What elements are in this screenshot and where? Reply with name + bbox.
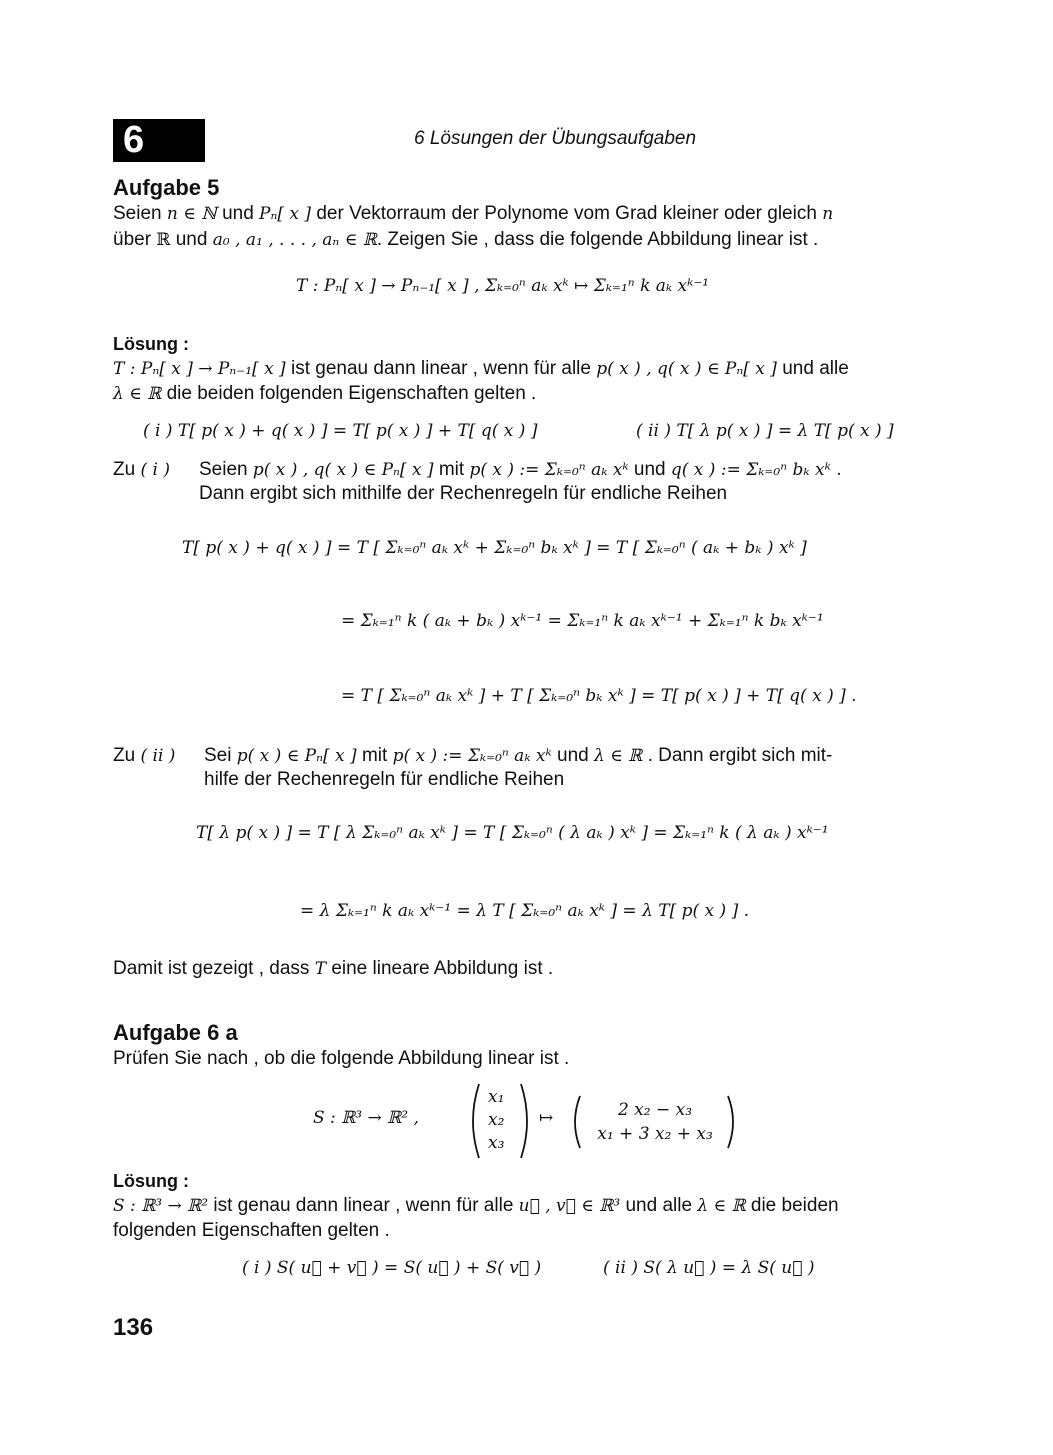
text: . Zeigen Sie , dass die folgende Abbildung linear ist . [376,229,819,250]
math-Pn: Pₙ[ x ] [259,204,312,224]
text: und [222,203,254,224]
text: und alle [782,358,849,379]
task5-sol-line1 [113,357,849,381]
vector-in-x2: x₂ [488,1110,505,1130]
vector-out-row2: x₁ + 3 x₂ + x₃ [597,1124,713,1144]
chapter-number-box [113,119,205,162]
zu-ii-line1 [204,744,832,768]
text: über [113,229,152,250]
text: Zu [113,459,136,480]
text: Seien [113,203,162,224]
task6a-map-left: S : ℝ³ → ℝ² , [313,1108,419,1128]
vector-in-x1: x₁ [488,1087,505,1107]
running-title: 6 Lösungen der Übungsaufgaben [414,128,697,149]
task6a-heading: Aufgabe 6 a [113,1020,238,1045]
zu-i-line1 [199,458,842,482]
text: . Dann ergibt sich mit- [647,745,833,766]
task6a-vector-in [488,1086,504,1155]
text: der Vektorraum der Polynome vom Grad kleiner oder gleich [316,203,817,224]
math-n: n [822,204,834,224]
task5-line1 [113,202,833,226]
zu-ii-line2: hilfe der Rechenregeln für endliche Reihen [204,769,565,790]
math: p( x ) , q( x ) ∈ Pₙ[ x ] [252,460,434,480]
zu-i-line2: Dann ergibt sich mithilfe der Rechenregeln für endliche Reihen [199,483,728,504]
text: die beiden [750,1195,839,1216]
task5-conclusion [113,957,553,981]
text: Zu [113,745,136,766]
task6a-sol-line1 [113,1194,839,1218]
math: S : ℝ³ → ℝ² [113,1196,209,1216]
chapter-number: 6 [123,119,145,161]
math: p( x ) := Σₖ₌₀ⁿ aₖ xᵏ [469,460,629,480]
text: mit [438,459,465,480]
math: ( i ) [140,460,170,480]
vector-out-row1: 2 x₂ − x₃ [617,1100,693,1120]
math-n-in-N: n ∈ ℕ [166,204,217,224]
maps-to-arrow: ↦ [539,1108,554,1128]
equation-i-3: = T [ Σₖ₌₀ⁿ aₖ xᵏ ] + T [ Σₖ₌₀ⁿ bₖ xᵏ ] = T[ p( x ) ] + T[ q( x ) ] . [341,686,857,706]
equation-ii-2: = λ Σₖ₌₁ⁿ k aₖ xᵏ⁻¹ = λ T [ Σₖ₌₀ⁿ aₖ xᵏ ] = λ T[ p( x ) ] . [300,901,750,921]
task6a-line1: Prüfen Sie nach , ob die folgende Abbildung linear ist . [113,1048,570,1069]
equation-i-1: T[ p( x ) + q( x ) ] = T [ Σₖ₌₀ⁿ aₖ xᵏ + Σₖ₌₀ⁿ bₖ xᵏ ] = T [ Σₖ₌₀ⁿ ( aₖ + bₖ ) xᵏ ] [182,538,807,558]
text: Damit ist gezeigt , dass [113,958,310,979]
zu-ii-label [113,744,175,768]
task6a-solution-label: Lösung : [113,1171,189,1191]
task5-map-formula: T : Pₙ[ x ] → Pₙ₋₁[ x ] , Σₖ₌₀ⁿ aₖ xᵏ ↦ Σₖ₌₁ⁿ k aₖ xᵏ⁻¹ [296,276,710,296]
text: die beiden folgenden Eigenschaften gelten . [166,383,537,404]
task6a-property-i: ( i ) S( u⃗ + v⃗ ) = S( u⃗ ) + S( v⃗ ) [242,1258,542,1278]
math: ( ii ) [140,746,176,766]
math: p( x ) , q( x ) ∈ Pₙ[ x ] [596,359,777,379]
task6a-sol-line2: folgenden Eigenschaften gelten . [113,1220,390,1241]
text: mit [361,745,388,766]
text: Seien [199,459,248,480]
math: λ ∈ ℝ [113,384,162,404]
text: eine lineare Abbildung ist . [331,958,554,979]
text: und [175,229,208,250]
page-number: 136 [113,1314,154,1341]
text: und [633,459,666,480]
text: und [557,745,589,766]
vector-in-x3: x₃ [488,1133,505,1153]
math: p( x ) ∈ Pₙ[ x ] [236,746,357,766]
equation-ii-1: T[ λ p( x ) ] = T [ λ Σₖ₌₀ⁿ aₖ xᵏ ] = T [ Σₖ₌₀ⁿ ( λ aₖ ) xᵏ ] = Σₖ₌₁ⁿ k ( λ aₖ ) xᵏ⁻¹ [196,823,829,843]
text: ist genau dann linear , wenn für alle [290,358,591,379]
task6a-property-ii: ( ii ) S( λ u⃗ ) = λ S( u⃗ ) [603,1258,815,1278]
task5-heading: Aufgabe 5 [113,175,220,200]
text: ist genau dann linear , wenn für alle [213,1195,514,1216]
task5-solution-label: Lösung : [113,334,189,354]
math: λ ∈ ℝ [593,746,643,766]
math: p( x ) := Σₖ₌₀ⁿ aₖ xᵏ [392,746,552,766]
text: Sei [204,745,232,766]
task5-property-ii: ( ii ) T[ λ p( x ) ] = λ T[ p( x ) ] [636,421,894,441]
math-R: ℝ [156,230,171,250]
task5-sol-line2 [113,382,536,406]
math: T : Pₙ[ x ] → Pₙ₋₁[ x ] [113,359,286,379]
equation-i-2: = Σₖ₌₁ⁿ k ( aₖ + bₖ ) xᵏ⁻¹ = Σₖ₌₁ⁿ k aₖ xᵏ⁻¹ + Σₖ₌₁ⁿ k bₖ xᵏ⁻¹ [341,611,824,631]
task6a-vector-out [588,1098,722,1146]
math: u⃗ , v⃗ ∈ ℝ³ [518,1196,621,1216]
math-coefficients: a₀ , a₁ , . . . , aₙ ∈ ℝ [212,230,377,250]
math: q( x ) := Σₖ₌₀ⁿ bₖ xᵏ . [670,460,842,480]
text: und alle [625,1195,693,1216]
math: T [314,959,327,979]
task5-line2 [113,228,818,252]
math: λ ∈ ℝ [697,1196,746,1216]
zu-i-label [113,458,170,482]
task5-property-i: ( i ) T[ p( x ) + q( x ) ] = T[ p( x ) ] + T[ q( x ) ] [143,421,538,441]
